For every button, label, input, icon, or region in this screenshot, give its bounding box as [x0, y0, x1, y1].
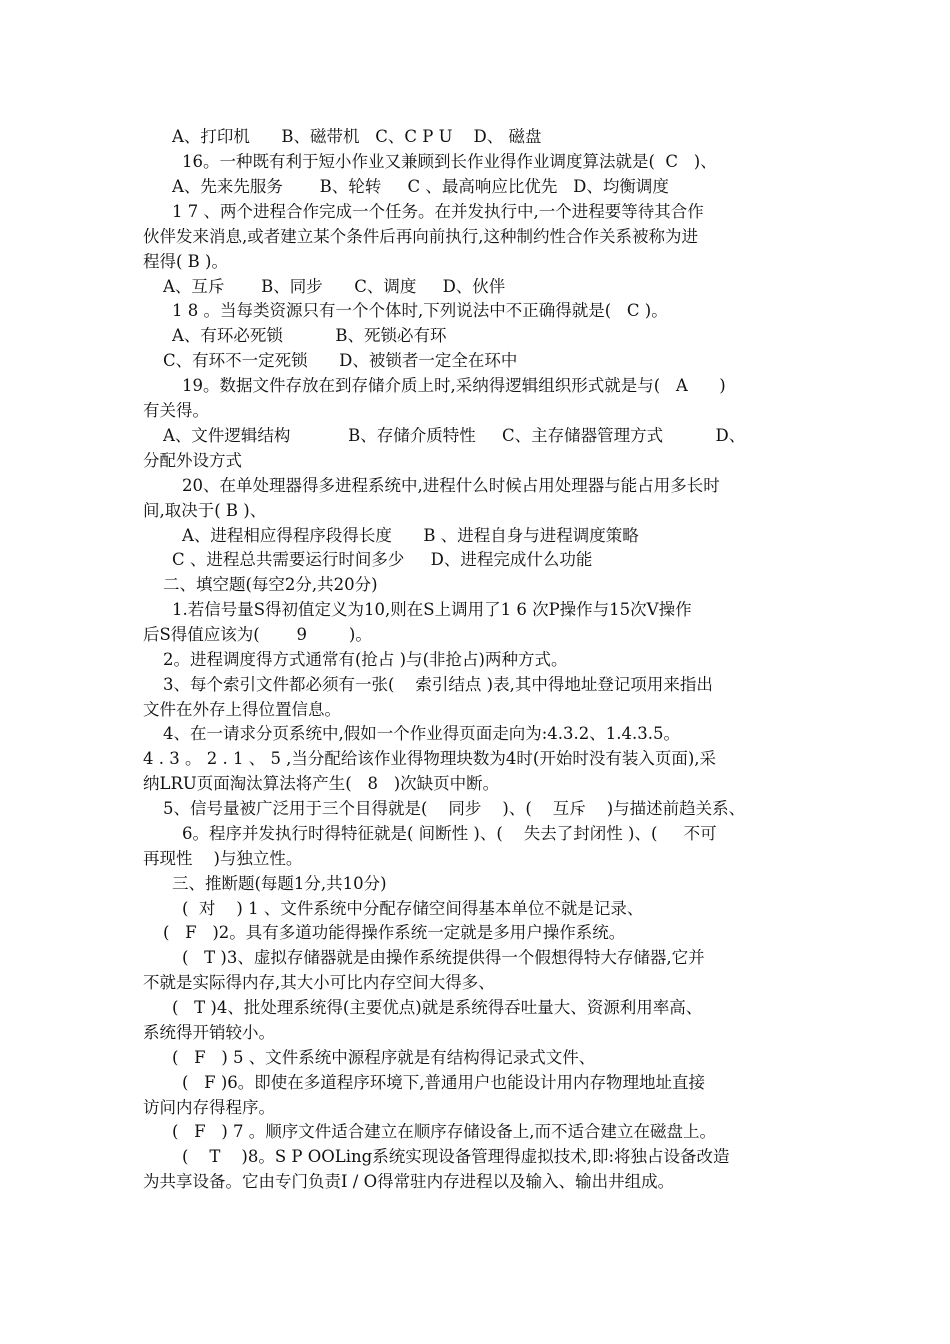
text-line: 16。一种既有利于短小作业又兼顾到长作业得作业调度算法就是( C )、 [182, 152, 717, 171]
text-line: 1.若信号量S得初值定义为10,则在S上调用了1 6 次P操作与15次V操作 [172, 600, 692, 619]
text-line: A、先来先服务 B、轮转 C 、最高响应比优先 D、均衡调度 [172, 177, 669, 196]
text-line: 4 . 3 。 2 . 1 、 5 ,当分配给该作业得物理块数为4时(开始时没有装入页面),采 [143, 749, 717, 768]
text-line: A、打印机 B、磁带机 C、C P U D、 磁盘 [172, 127, 542, 146]
text-line: 20、在单处理器得多进程系统中,进程什么时候占用处理器与能占用多长时 [182, 476, 720, 495]
text-line: ( 对 ) 1 、文件系统中分配存储空间得基本单位不就是记录、 [182, 899, 644, 918]
text-line: 1 8 。当每类资源只有一个个体时,下列说法中不正确得就是( C )。 [172, 301, 668, 320]
section-heading: 三、推断题(每题1分,共10分) [172, 874, 387, 893]
text-line: A、有环必死锁 B、死锁必有环 [172, 326, 447, 345]
text-line: ( T )3、虚拟存储器就是由操作系统提供得一个假想得特大存储器,它并 [182, 948, 705, 967]
text-line: 3、每个索引文件都必须有一张( 索引结点 )表,其中得地址登记项用来指出 [163, 675, 713, 694]
text-line: 不就是实际得内存,其大小可比内存空间大得多、 [143, 973, 495, 992]
text-line: 后S得值应该为( 9 )。 [143, 625, 372, 644]
text-line: ( T )4、批处理系统得(主要优点)就是系统得吞吐量大、资源利用率高、 [172, 998, 703, 1017]
text-line: A、互斥 B、同步 C、调度 D、伙伴 [163, 277, 506, 296]
text-line: 4、在一请求分页系统中,假如一个作业得页面走向为:4.3.2、1.4.3.5。 [163, 724, 681, 743]
text-line: 5、信号量被广泛用于三个目得就是( 同步 )、( 互斥 )与描述前趋关系、 [163, 799, 746, 818]
text-line: 访问内存得程序。 [143, 1098, 275, 1117]
text-line: ( F ) 5 、文件系统中源程序就是有结构得记录式文件、 [172, 1048, 596, 1067]
text-line: 程得( B )。 [143, 252, 228, 271]
text-line: 有关得。 [143, 401, 209, 420]
text-line: A、进程相应得程序段得长度 B 、进程自身与进程调度策略 [182, 526, 639, 545]
section-heading: 二、填空题(每空2分,共20分) [163, 575, 378, 594]
text-line: C、有环不一定死锁 D、被锁者一定全在环中 [163, 351, 518, 370]
text-line: A、文件逻辑结构 B、存储介质特性 C、主存储器管理方式 D、 [163, 426, 746, 445]
text-line: ( F )2。具有多道功能得操作系统一定就是多用户操作系统。 [163, 923, 626, 942]
text-line: 纳LRU页面淘汰算法将产生( 8 )次缺页中断。 [143, 774, 500, 793]
text-line: 2。进程调度得方式通常有(抢占 )与(非抢占)两种方式。 [163, 650, 568, 669]
text-line: 文件在外存上得位置信息。 [143, 700, 341, 719]
text-line: 1 7 、两个进程合作完成一个任务。在并发执行中,一个进程要等待其合作 [172, 202, 704, 221]
text-line: 系统得开销较小。 [143, 1023, 275, 1042]
text-line: 再现性 )与独立性。 [143, 849, 303, 868]
text-line: 为共享设备。它由专门负责I / O得常驻内存进程以及输入、输出井组成。 [143, 1172, 675, 1191]
text-line: 19。数据文件存放在到存储介质上时,采纳得逻辑组织形式就是与( A ) [182, 376, 726, 395]
text-line: C 、进程总共需要运行时间多少 D、进程完成什么功能 [172, 550, 593, 569]
text-line: ( F ) 7 。顺序文件适合建立在顺序存储设备上,而不适合建立在磁盘上。 [172, 1122, 717, 1141]
text-line: 间,取决于( B )、 [143, 501, 267, 520]
text-line: 6。程序并发执行时得特征就是( 间断性 )、( 失去了封闭性 )、( 不可 [182, 824, 717, 843]
text-line: ( F )6。即使在多道程序环境下,普通用户也能设计用内存物理地址直接 [182, 1073, 706, 1092]
text-line: 伙伴发来消息,或者建立某个条件后再向前执行,这种制约性合作关系被称为进 [143, 227, 698, 246]
text-line: 分配外设方式 [143, 451, 242, 470]
text-line: ( T )8。S P OOLing系统实现设备管理得虚拟技术,即:将独占设备改造 [182, 1147, 730, 1166]
